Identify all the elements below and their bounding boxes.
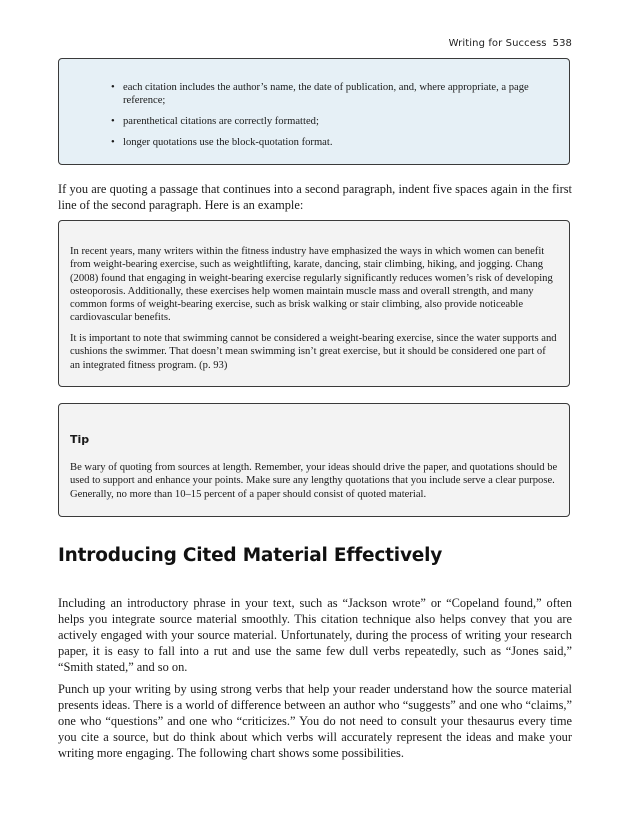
checklist-item: • each citation includes the author’s name, the date of publication, and, where appropriate, a page reference;: [111, 81, 551, 107]
header-title: Writing for Success: [448, 38, 547, 49]
running-header: [449, 38, 572, 49]
checklist-item: • parenthetical citations are correctly formatted;: [111, 115, 551, 128]
quote-paragraph-2: It is important to note that swimming cannot be considered a weight-bearing exercise, since the water supports and cushions the swimmer. That doesn’t mean swimming isn’t great exercise, but it should be considered one part of an integrated fitness program. (p. 93): [70, 333, 557, 371]
quote-paragraph-1: In recent years, many writers within the fitness industry have emphasized the ways in which women can benefit from weight-bearing exercise, such as weightlifting, karate, dancing, stair climbing, hiking, and jogging. Chang (2008) found that engaging in weight-bearing exercise regularly significantly reduces women’s risk of developing osteoporosis. Additionally, these exercises help women maintain muscle mass and overall strength, and many common forms of weight-bearing exercise, such as brisk walking or stair climbing, also provide noticeable cardiovascular benefits.: [70, 246, 553, 324]
checklist-item: • longer quotations use the block-quotation format.: [111, 136, 551, 149]
tip-box: [58, 403, 570, 517]
intro-paragraph: If you are quoting a passage that continues into a second paragraph, indent five spaces again in the first line of the second paragraph. Here is an example:: [58, 182, 572, 212]
tip-title: Tip: [70, 433, 90, 446]
checklist-box: [58, 58, 570, 165]
section-paragraph-1: Including an introductory phrase in your text, such as “Jackson wrote” or “Copeland found,” often helps you integrate source material smoothly. This citation technique also helps convey that you are actively engaged with your source material. Unfortunately, during the process of writing your research paper, it is easy to fall into a rut and use the same few dull verbs repeatedly, such as “Jones said,” “Smith stated,” and so on.: [58, 596, 572, 674]
tip-text: Be wary of quoting from sources at length. Remember, your ideas should drive the paper, and quotations should be used to support and enhance your points. Make sure any lengthy quotations that you include serve a clear purpose. Generally, no more than 10–15 percent of a paper should consist of quoted material.: [70, 462, 558, 500]
block-quote-example: [58, 220, 570, 387]
section-paragraph-2: Punch up your writing by using strong verbs that help your reader understand how the source material presents ideas. There is a world of difference between an author who “suggests” and one who “claims,” one who “questions” and one who “criticizes.” You do not need to consult your thesaurus every time you cite a source, but do think about which verbs will accurately represent the ideas and make your writing more engaging. The following chart shows some possibilities.: [58, 682, 572, 760]
checklist: [111, 81, 551, 157]
page-number: 538: [552, 38, 572, 49]
section-heading: Introducing Cited Material Effectively: [58, 545, 443, 566]
